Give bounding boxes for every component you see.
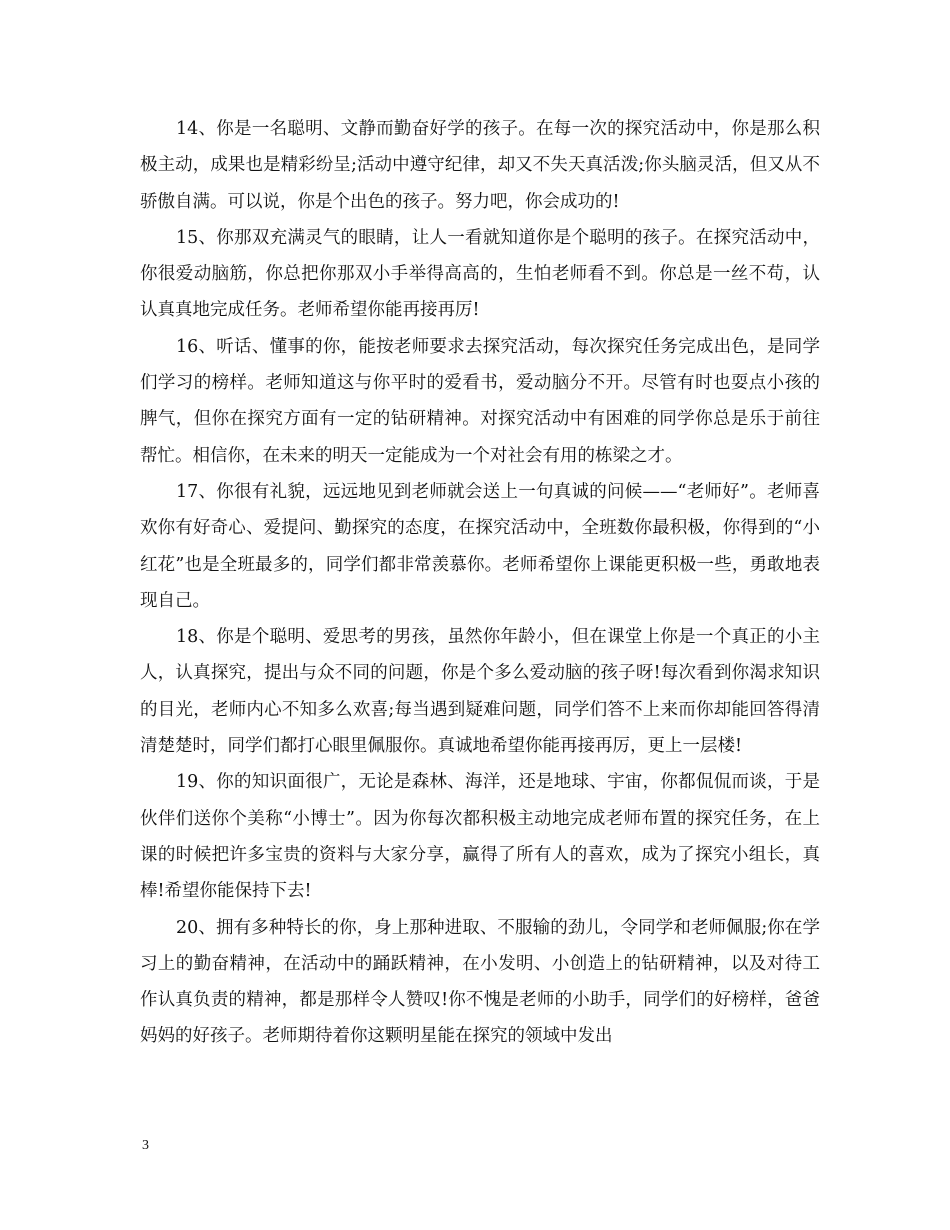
paragraph-16: 16、听话、懂事的你，能按老师要求去探究活动，每次探究任务完成出色，是同学们学习的榜样。老师知道这与你平时的爱看书，爱动脑分不开。尽管有时也耍点小孩的脾气，但你在探究方面有一定的钻研精神。对探究活动中有困难的同学你总是乐于前往帮忙。相信你，在未来的明天一定能成为一个对社会有用的栋梁之才。 bbox=[140, 336, 820, 466]
paragraph-14: 14、你是一名聪明、文静而勤奋好学的孩子。在每一次的探究活动中，你是那么积极主动，成果也是精彩纷呈;活动中遵守纪律，却又不失天真活泼;你头脑灵活，但又从不骄傲自满。可以说，你是个出色的孩子。努力吧，你会成功的! bbox=[140, 119, 820, 212]
paragraph-20: 20、拥有多种特长的你，身上那种进取、不服输的劲儿，令同学和老师佩服;你在学习上的勤奋精神，在活动中的踊跃精神，在小发明、小创造上的钻研精神，以及对待工作认真负责的精神，都是那样令人赞叹!你不愧是老师的小助手，同学们的好榜样，爸爸妈妈的好孩子。老师期待着你这颗明星能在探究的领域中发出 bbox=[140, 917, 820, 1047]
paragraph-17: 17、你很有礼貌，远远地见到老师就会送上一句真诚的问候——“老师好”。老师喜欢你有好奇心、爱提问、勤探究的态度，在探究活动中，全班数你最积极，你得到的“小红花”也是全班最多的，同学们都非常羡慕你。老师希望你上课能更积极一些，勇敢地表现自己。 bbox=[140, 481, 820, 611]
paragraph-18: 18、你是个聪明、爱思考的男孩，虽然你年龄小，但在课堂上你是一个真正的小主人，认真探究，提出与众不同的问题，你是个多么爱动脑的孩子呀!每次看到你渴求知识的目光，老师内心不知多么欢喜;每当遇到疑难问题，同学们答不上来而你却能回答得清清楚楚时，同学们都打心眼里佩服你。真诚地希望你能再接再厉，更上一层楼! bbox=[140, 627, 820, 757]
document-body bbox=[140, 111, 820, 1055]
paragraph-19: 19、你的知识面很广，无论是森林、海洋，还是地球、宇宙，你都侃侃而谈，于是伙伴们送你个美称“小博士”。因为你每次都积极主动地完成老师布置的探究任务，在上课的时候把许多宝贵的资料与大家分享，赢得了所有人的喜欢，成为了探究小组长，真棒!希望你能保持下去! bbox=[140, 772, 820, 902]
page-number: 3 bbox=[142, 1138, 149, 1153]
paragraph-15: 15、你那双充满灵气的眼睛，让人一看就知道你是个聪明的孩子。在探究活动中，你很爱动脑筋，你总把你那双小手举得高高的，生怕老师看不到。你总是一丝不苟，认认真真地完成任务。老师希望你能再接再厉! bbox=[140, 227, 820, 321]
